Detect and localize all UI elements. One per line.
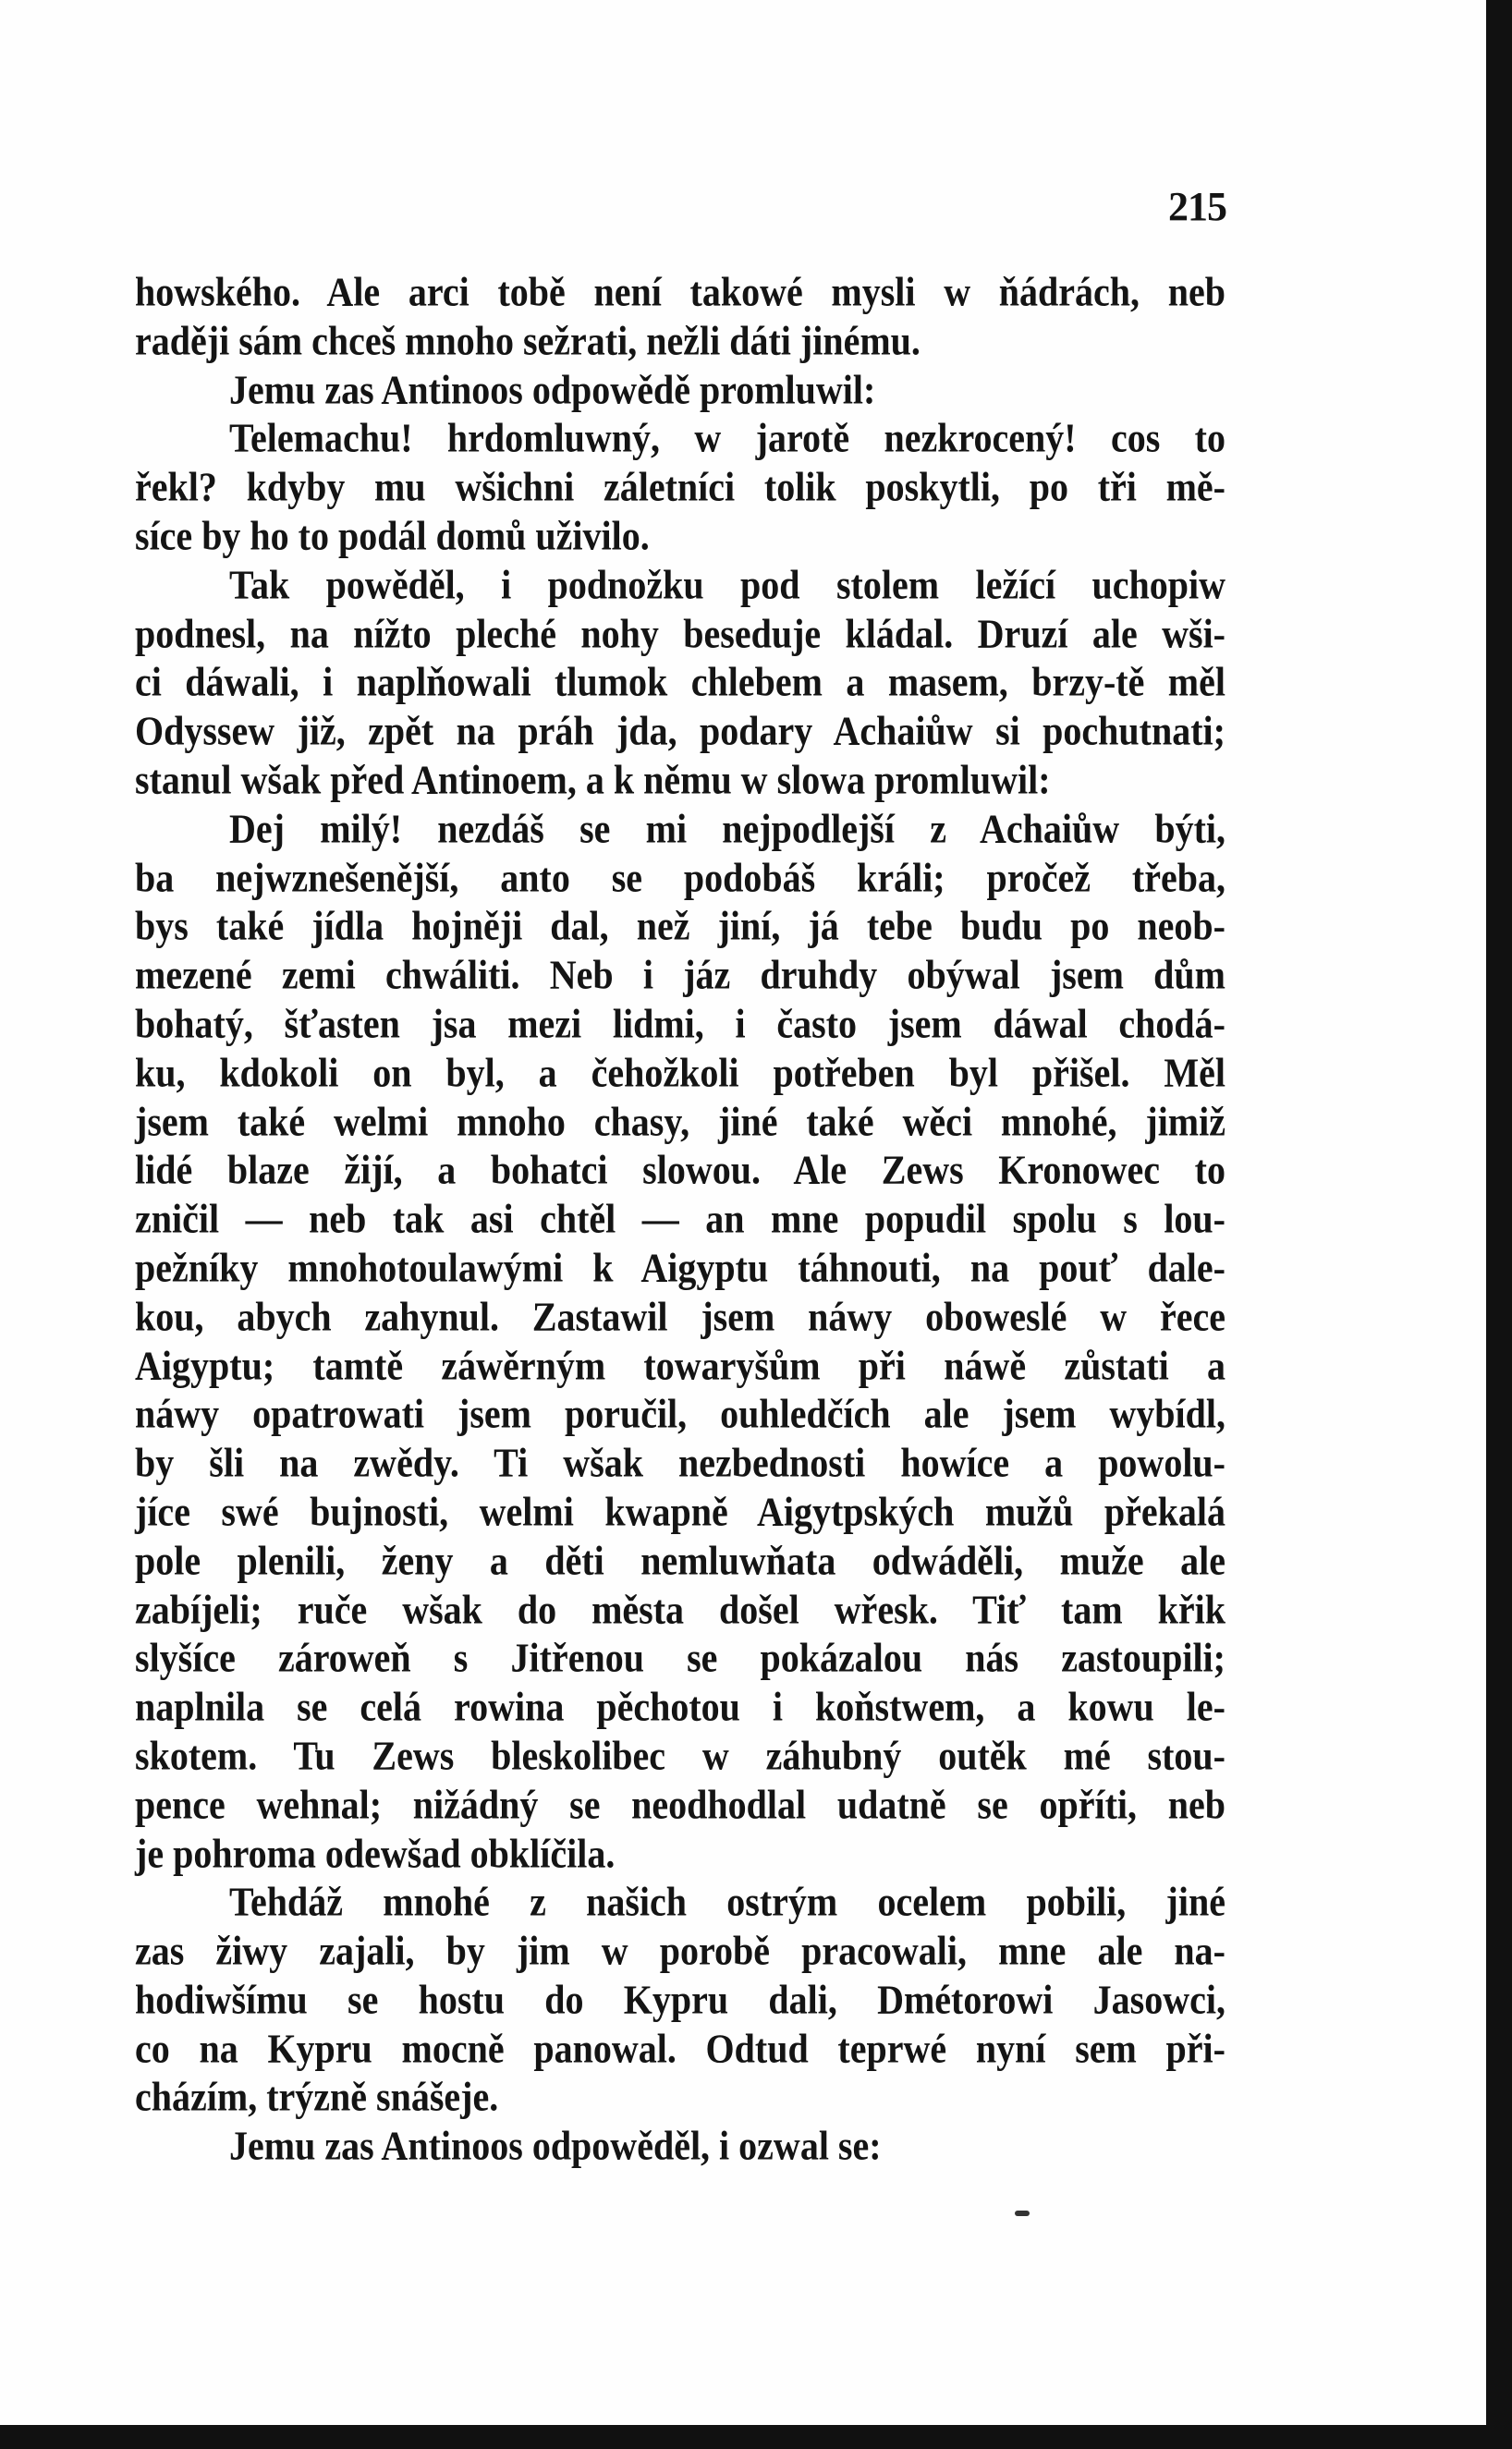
text-line: Jemu zas Antinoos odpowědě promluwil:	[229, 365, 876, 413]
text-line: Tehdáž mnohé z našich ostrým ocelem pobili, jiné	[229, 1878, 1225, 1925]
text-line: Telemachu! hrdomluwný, w jarotě nezkrocený! cos to	[229, 414, 1225, 461]
printer-mark	[1015, 2211, 1030, 2216]
text-line: Dej milý! nezdáš se mi nejpodlejší z Achaiůw býti,	[229, 804, 1225, 852]
text-line: hodiwšímu se hostu do Kypru dali, Dmétorowi Jasowci,	[135, 1976, 1225, 2023]
text-line: náwy opatrowati jsem poručil, ouhledčích ale jsem wybídl,	[135, 1390, 1225, 1437]
text-line: ba nejwznešenější, anto se podobáš králi; pročež třeba,	[135, 853, 1225, 901]
scan-border-bottom	[0, 2425, 1512, 2449]
text-line: pence wehnal; nižádný se neodhodlal udatně se opříti, neb	[135, 1780, 1225, 1828]
text-line: jíce swé bujnosti, welmi kwapně Aigytpských mužů překalá	[135, 1488, 1225, 1535]
text-line: kou, abych zahynul. Zastawil jsem náwy oboweslé w řece	[135, 1292, 1225, 1340]
text-line: zabíjeli; ruče wšak do města došel wřesk. Tiť tam křik	[135, 1585, 1225, 1633]
text-line: raději sám chceš mnoho sežrati, nežli dáti jinému.	[135, 316, 921, 364]
text-line: zas žiwy zajali, by jim w porobě pracowali, mne ale na-	[135, 1927, 1225, 1974]
body-text	[135, 268, 1225, 2171]
text-line: podnesl, na nížto pleché nohy beseduje kládal. Druzí ale wši-	[135, 609, 1225, 657]
text-line: lidé blaze žijí, a bohatci slowou. Ale Zews Kronowec to	[135, 1146, 1225, 1193]
text-line: Aigyptu; tamtě záwěrným towaryšům při náwě zůstati a	[135, 1341, 1225, 1389]
text-line: stanul wšak před Antinoem, a k němu w slowa promluwil:	[135, 756, 1051, 803]
text-line: pole plenili, ženy a děti nemluwňata odwáděli, muže ale	[135, 1536, 1225, 1584]
text-line: bys také jídla hojněji dal, než jiní, já tebe budu po neob-	[135, 902, 1225, 949]
scan-border-right	[1486, 0, 1512, 2449]
text-line: Tak powěděl, i podnožku pod stolem ležící uchopiw	[229, 560, 1225, 608]
text-line: bohatý, šťasten jsa mezi lidmi, i často jsem dáwal chodá-	[135, 1000, 1225, 1047]
text-line: slyšíce zároweň s Jitřenou se pokázalou nás zastoupili;	[135, 1634, 1225, 1681]
text-line: ku, kdokoli on byl, a čehožkoli potřeben byl přišel. Měl	[135, 1048, 1225, 1096]
text-line: cházím, trýzně snášeje.	[135, 2073, 499, 2121]
text-line: co na Kypru mocně panowal. Odtud teprwé nyní sem při-	[135, 2024, 1225, 2072]
text-line: ci dáwali, i naplňowali tlumok chlebem a masem, brzy-tě měl	[135, 658, 1225, 705]
text-line: skotem. Tu Zews bleskolibec w záhubný outěk mé stou-	[135, 1732, 1225, 1779]
text-line: zničil — neb tak asi chtěl — an mne popudil spolu s lou-	[135, 1195, 1225, 1242]
text-line: Jemu zas Antinoos odpowěděl, i ozwal se:	[229, 2122, 882, 2169]
text-line: mezené zemi chwáliti. Neb i jáz druhdy obýwal jsem dům	[135, 951, 1225, 998]
text-line: je pohroma odewšad obklíčila.	[135, 1829, 616, 1877]
text-line: jsem také welmi mnoho chasy, jiné také wěci mnohé, jimiž	[135, 1097, 1225, 1145]
text-line: řekl? kdyby mu wšichni záletníci tolik poskytli, po tři mě-	[135, 463, 1225, 510]
text-line: naplnila se celá rowina pěchotou i koňstwem, a kowu le-	[135, 1683, 1225, 1730]
text-line: síce by ho to podál domů uživilo.	[135, 512, 650, 559]
text-line: by šli na zwědy. Ti wšak nezbednosti howíce a powolu-	[135, 1439, 1225, 1486]
text-line: Odyssew již, zpět na práh jda, podary Achaiůw si pochutnati;	[135, 707, 1225, 754]
text-line: pežníky mnohotoulawými k Aigyptu táhnouti, na pouť dale-	[135, 1244, 1225, 1291]
text-line: howského. Ale arci tobě není takowé mysli w ňádrách, neb	[135, 268, 1225, 315]
page-number: 215	[1168, 184, 1226, 229]
